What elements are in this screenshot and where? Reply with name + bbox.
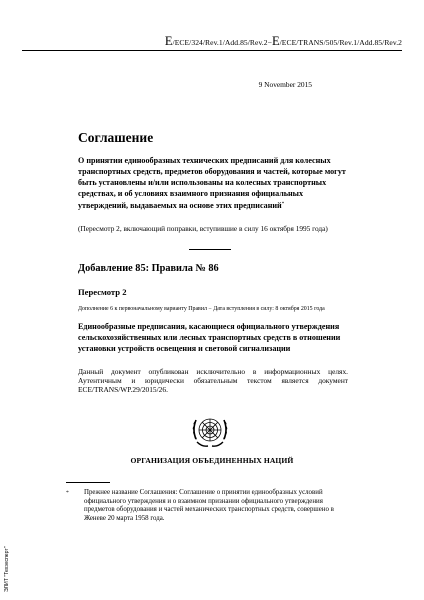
regulation-title: Единообразные предписания, касающиеся официального утверждения сельскохозяйственных или лесных транспортных средств в отношении установки устройств освещения и световой сигнализации (78, 322, 341, 353)
footnote-rule (66, 482, 110, 483)
addendum-title: Добавление 85: Правила № 86 (78, 263, 219, 274)
agreement-description-text: О принятии единообразных технических предписаний для колесных транспортных средств, предметов оборудования и частей, которые могут быть установлены и/или использованы на колесных транспортных средствах, и об условиях взаимного признания официальных утверждений, выдаваемых на основе этих предписаний (78, 156, 346, 211)
un-emblem-icon (188, 413, 232, 453)
supplement-note: Дополнение 6 к первоначальному варианту Правил − Дата вступления в силу: 8 октября 2015 года (78, 306, 325, 312)
information-notice: Данный документ опубликован исключительно в информационных целях. Аутентичным и юридически обязательным текстом является документ ECE/TRANS/WP.29/2015/26. (78, 367, 348, 395)
footnote-reference: * (281, 202, 285, 208)
organization-name: ОРГАНИЗАЦИЯ ОБЪЕДИНЕННЫХ НАЦИЙ (130, 456, 294, 465)
agreement-description (78, 155, 350, 211)
document-date: 9 November 2015 (258, 80, 312, 89)
agreement-title: Соглашение (78, 130, 154, 145)
footnote-marker: * (66, 490, 69, 496)
side-stamp: ЭЛИТ "Техэксперт" (4, 546, 10, 592)
revision-note: (Пересмотр 2, включающий поправки, вступившие в силу 16 октября 1995 года) (78, 224, 328, 233)
document-symbol (165, 34, 402, 49)
symbol-initial-1: E (164, 34, 173, 48)
symbol-initial-2: E (271, 34, 280, 48)
header-rule (22, 50, 402, 51)
revision-number: Пересмотр 2 (78, 287, 127, 297)
symbol-rest-1: /ECE/324/Rev.1/Add.85/Rev.2− (172, 38, 272, 47)
symbol-rest-2: /ECE/TRANS/505/Rev.1/Add.85/Rev.2 (279, 38, 402, 47)
footnote-text: Прежнее название Соглашения: Соглашение о принятии единообразных условий официального утверждения и о взаимном признании официального утверждения предметов оборудования и частей механических транспортных средств, совершено в Женеве 20 марта 1958 года. (84, 489, 334, 522)
separator-line (189, 249, 231, 250)
